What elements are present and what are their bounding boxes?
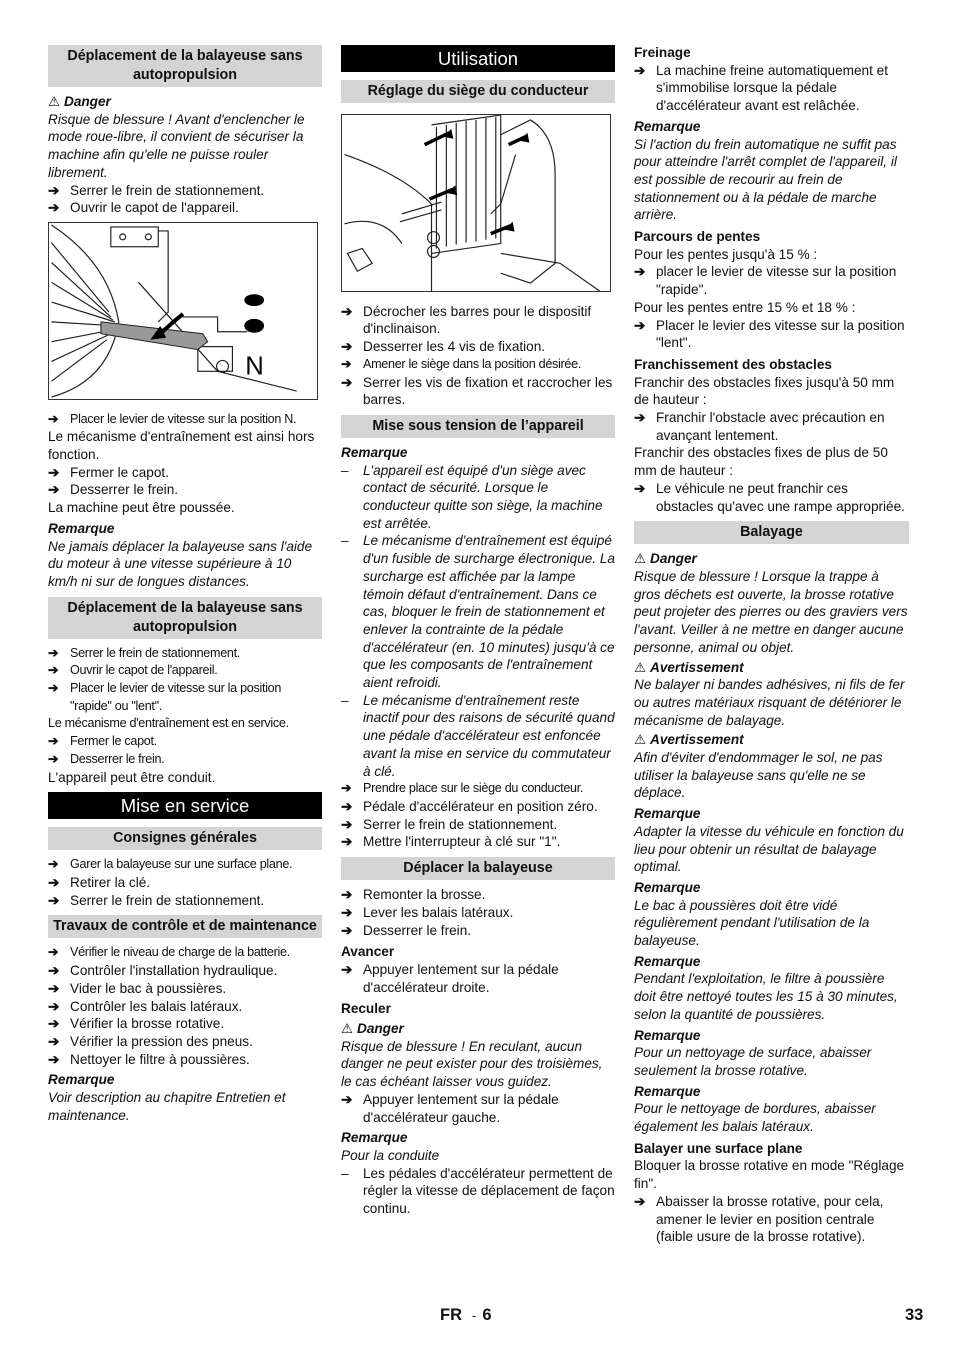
warning-icon: ⚠	[634, 551, 647, 567]
section-heading: Balayage	[634, 521, 909, 544]
step: ➔ Serrer le frein de stationnement.	[48, 892, 265, 908]
step: ➔ Appuyer lentement sur la pédale d'accélérateur droite.	[341, 961, 559, 995]
step: ➔ Serrer le frein de stationnement.	[48, 182, 265, 198]
arrow-icon: ➔	[48, 411, 59, 426]
warning-text: Afin d'éviter d'endommager le sol, ne pas utiliser la balayeuse sans qu'elle ne se déplace.	[634, 750, 883, 801]
gear-lever-illustration	[48, 222, 318, 400]
section-heading: Réglage du siège du conducteur	[341, 80, 615, 103]
arrow-icon: ➔	[341, 339, 353, 355]
arrow-icon: ➔	[48, 1033, 60, 1049]
step: ➔ placer le levier de vitesse sur la position "rapide".	[634, 264, 897, 298]
step: ➔ Abaisser la brosse rotative, pour cela, amener le levier en position centrale (faible usure de la brosse rotative).	[634, 1193, 884, 1245]
remark-heading: Remarque	[634, 118, 701, 134]
column-3	[634, 44, 909, 1246]
paragraph: Pour les pentes entre 15 % et 18 % :	[634, 299, 856, 315]
arrow-icon: ➔	[341, 922, 353, 938]
step: ➔ La machine freine automatiquement et s'immobilise lorsque la pédale d'accélérateur avant est relâchée.	[634, 62, 888, 114]
remark-heading: Remarque	[634, 879, 701, 895]
warning-heading: ⚠ Avertissement	[634, 659, 744, 675]
remark-text: Voir description au chapitre Entretien et maintenance.	[48, 1090, 286, 1123]
step: ➔ Placer le levier de vitesse sur la position "rapide" ou "lent".	[48, 681, 282, 713]
paragraph: Le mécanisme d'entraînement est en service.	[48, 716, 289, 731]
remark-heading: Remarque	[48, 520, 115, 536]
arrow-icon: ➔	[341, 781, 352, 796]
column-2	[341, 44, 615, 1218]
seat-adjustment-illustration	[341, 114, 611, 292]
arrow-icon: ➔	[341, 834, 353, 850]
arrow-icon: ➔	[341, 887, 353, 903]
paragraph: Pour les pentes jusqu'à 15 % :	[634, 246, 818, 262]
step: ➔ Vérifier la pression des pneus.	[48, 1033, 253, 1049]
danger-heading: ⚠ Danger	[48, 94, 111, 109]
step: ➔ Le véhicule ne peut franchir ces obstacles qu'avec une rampe appropriée.	[634, 480, 905, 514]
step: ➔ Amener le siège dans la position désirée.	[341, 356, 615, 374]
step: ➔ Décrocher les barres pour le dispositif d'inclinaison.	[341, 303, 592, 337]
step: ➔ Garer la balayeuse sur une surface plane.	[48, 856, 322, 874]
remark-heading: Remarque	[634, 1027, 701, 1043]
paragraph: Franchir des obstacles fixes jusqu'à 50 mm de hauteur :	[634, 374, 895, 408]
column-1	[48, 44, 322, 1124]
footer-language: FR - 6	[440, 1306, 492, 1324]
remark-text: Si l'action du frein automatique ne suffit pas pour atteindre l'arrêt complet de l'appareil, il est possible de recourir au frein de stationnement ou à la pédale de marche arrière.	[634, 136, 897, 223]
paragraph: Bloquer la brosse rotative en mode "Réglage fin".	[634, 1158, 905, 1192]
subheading: Reculer	[341, 1001, 391, 1017]
warning-heading: ⚠ Avertissement	[634, 732, 744, 748]
danger-heading: ⚠ Danger	[341, 1021, 404, 1037]
arrow-icon: ➔	[48, 751, 59, 766]
step: ➔ Contrôler l'installation hydraulique.	[48, 963, 278, 979]
arrow-icon: ➔	[634, 317, 646, 333]
arrow-icon: ➔	[48, 1051, 60, 1067]
remark-heading: Remarque	[634, 953, 701, 969]
arrow-icon: ➔	[341, 1091, 353, 1107]
arrow-icon: ➔	[341, 904, 353, 920]
remark-text: Pour la conduite	[341, 1147, 440, 1163]
arrow-icon: ➔	[634, 62, 646, 78]
step: ➔ Serrer le frein de stationnement.	[48, 645, 322, 663]
remark-heading: Remarque	[634, 1083, 701, 1099]
step: ➔ Serrer les vis de fixation et raccrocher les barres.	[341, 374, 613, 408]
paragraph: Franchir des obstacles fixes de plus de 50 mm de hauteur :	[634, 445, 888, 479]
remark-heading: Remarque	[341, 1130, 408, 1146]
arrow-icon: ➔	[48, 645, 59, 660]
remark-text: Pour un nettoyage de surface, abaisser seulement la brosse rotative.	[634, 1045, 872, 1078]
arrow-icon: ➔	[341, 356, 352, 371]
step: ➔ Serrer le frein de stationnement.	[341, 816, 558, 832]
step: ➔ Placer le levier de vitesse sur la position N.	[48, 411, 322, 429]
warning-icon: ⚠	[634, 732, 647, 748]
step: ➔ Fermer le capot.	[48, 733, 322, 751]
arrow-icon: ➔	[634, 480, 646, 496]
remark-item: – Le mécanisme d'entraînement reste inactif pour des raisons de sécurité quand une pédale d'accélérateur est enfoncée avant la mise en service du commutateur à clé.	[341, 692, 615, 779]
arrow-icon: ➔	[634, 410, 646, 426]
step: ➔ Mettre l'interrupteur à clé sur "1".	[341, 834, 561, 850]
paragraph: L'appareil peut être conduit.	[48, 769, 216, 785]
step: ➔ Vider le bac à poussières.	[48, 980, 227, 996]
figure-label: N	[245, 352, 264, 381]
step: ➔ Contrôler les balais latéraux.	[48, 998, 243, 1014]
arrow-icon: ➔	[341, 961, 353, 977]
step: ➔ Lever les balais latéraux.	[341, 904, 514, 920]
subheading: Parcours de pentes	[634, 229, 761, 245]
arrow-icon: ➔	[48, 892, 60, 908]
subheading: Freinage	[634, 45, 691, 60]
section-heading: Déplacement de la balayeuse sans autopropulsion	[48, 45, 322, 87]
arrow-icon: ➔	[48, 945, 59, 960]
arrow-icon: ➔	[341, 798, 353, 814]
section-heading: Mise sous tension de l’appareil	[341, 415, 615, 438]
arrow-icon: ➔	[48, 980, 60, 996]
section-heading: Consignes générales	[48, 827, 322, 850]
warning-text: Ne balayer ni bandes adhésives, ni fils de fer ou autres matériaux risquant de détériorer le mécanisme de balayage.	[634, 677, 905, 728]
arrow-icon: ➔	[48, 874, 60, 890]
arrow-icon: ➔	[48, 681, 59, 696]
remark-item: – L'appareil est équipé d'un siège avec contact de sécurité. Lorsque le conducteur quitte son siège, la machine est arrêtée.	[341, 462, 603, 531]
list-item: – Les pédales d'accélérateur permettent de régler la vitesse de déplacement de façon continu.	[341, 1165, 615, 1217]
arrow-icon: ➔	[48, 963, 60, 979]
paragraph: La machine peut être poussée.	[48, 500, 235, 516]
arrow-icon: ➔	[48, 464, 60, 480]
remark-text: Le bac à poussières doit être vidé régulièrement pendant l'utilisation de la balayeuse.	[634, 897, 870, 949]
step: ➔ Desserrer les 4 vis de fixation.	[341, 339, 546, 355]
arrow-icon: ➔	[48, 998, 60, 1014]
step: ➔ Retirer la clé.	[48, 874, 151, 890]
subheading: Avancer	[341, 944, 395, 960]
danger-text: Risque de blessure ! En reculant, aucun danger ne peut exister pour des troisièmes, le cas échéant laisser vous guidez.	[341, 1038, 603, 1090]
step: ➔ Nettoyer le filtre à poussières.	[48, 1051, 250, 1067]
step: ➔ Appuyer lentement sur la pédale d'accélérateur gauche.	[341, 1091, 559, 1125]
step: ➔ Desserrer le frein.	[341, 922, 472, 938]
step: ➔ Pédale d'accélérateur en position zéro.	[341, 798, 598, 814]
arrow-icon: ➔	[48, 857, 59, 872]
arrow-icon: ➔	[48, 1016, 60, 1032]
step: ➔ Vérifier le niveau de charge de la batterie.	[48, 944, 322, 962]
chapter-heading: Mise en service	[48, 792, 322, 819]
step: ➔ Desserrer le frein.	[48, 751, 322, 769]
remark-text: Pour le nettoyage de bordures, abaisser également les balais latéraux.	[634, 1101, 876, 1135]
arrow-icon: ➔	[48, 482, 60, 498]
arrow-icon: ➔	[48, 200, 60, 216]
step: ➔ Ouvrir le capot de l'appareil.	[48, 200, 239, 216]
step: ➔ Franchir l'obstacle avec précaution en avançant lentement.	[634, 410, 885, 443]
step: ➔ Fermer le capot.	[48, 464, 169, 480]
arrow-icon: ➔	[341, 374, 353, 390]
subheading: Balayer une surface plane	[634, 1140, 803, 1156]
warning-icon: ⚠	[48, 94, 61, 109]
remark-text: Adapter la vitesse du véhicule en fonction du lieu pour obtenir un résultat de balayage optimal.	[634, 823, 904, 875]
arrow-icon: ➔	[48, 182, 60, 198]
remark-heading: Remarque	[48, 1072, 115, 1088]
arrow-icon: ➔	[341, 816, 353, 832]
step: ➔ Remonter la brosse.	[341, 887, 486, 903]
step: ➔ Ouvrir le capot de l'appareil.	[48, 662, 322, 680]
chapter-heading: Utilisation	[341, 45, 615, 72]
step: ➔ Prendre place sur le siège du conducteur.	[341, 780, 615, 798]
warning-icon: ⚠	[634, 659, 647, 675]
danger-heading: ⚠ Danger	[634, 551, 697, 567]
subheading: Franchissement des obstacles	[634, 356, 832, 372]
section-heading: Travaux de contrôle et de maintenance	[48, 915, 322, 938]
warning-icon: ⚠	[341, 1021, 354, 1037]
danger-text: Risque de blessure ! Avant d'enclencher le mode roue-libre, il convient de sécuriser la machine afin qu'elle ne puisse rouler librement.	[48, 111, 305, 180]
remark-text: Pendant l'exploitation, le filtre à poussière doit être nettoyé toutes les 15 à 30 minutes, selon la quantité de poussières.	[634, 971, 898, 1022]
paragraph: Le mécanisme d'entraînement est ainsi hors fonction.	[48, 429, 315, 463]
page-number: 33	[905, 1306, 924, 1324]
remark-item: – Le mécanisme d'entraînement est équipé d'un fusible de surcharge électronique. La surcharge est affichée par la lampe témoin défaut d'entraînement. Dans ce cas, bloquer le frein de stationnement et enlever la contrainte de la pédale d'accélérateur (en. 10 minutes) jusqu'à ce que les composants de l'entraînement aient refroidi.	[341, 533, 615, 691]
arrow-icon: ➔	[634, 1193, 646, 1209]
step: ➔ Vérifier la brosse rotative.	[48, 1016, 225, 1032]
arrow-icon: ➔	[341, 303, 353, 319]
step: ➔ Desserrer le frein.	[48, 482, 179, 498]
arrow-icon: ➔	[48, 663, 59, 678]
remark-heading: Remarque	[634, 806, 701, 822]
step: ➔ Placer le levier des vitesse sur la position "lent".	[634, 317, 905, 351]
section-heading: Déplacement de la balayeuse sans autopropulsion	[48, 597, 322, 639]
remark-heading: Remarque	[341, 444, 408, 460]
section-heading: Déplacer la balayeuse	[341, 857, 615, 880]
danger-text: Risque de blessure ! Lorsque la trappe à gros déchets est ouverte, la brosse rotative peut projeter des pierres ou des graviers vers l'avant. Veiller à ne mettre en danger aucune personne, animal ou objet.	[634, 568, 908, 655]
arrow-icon: ➔	[48, 734, 59, 749]
arrow-icon: ➔	[634, 264, 646, 280]
remark-text: Ne jamais déplacer la balayeuse sans l'aide du moteur à une vitesse supérieure à 10 km/h ni sur de longues distances.	[48, 538, 313, 589]
